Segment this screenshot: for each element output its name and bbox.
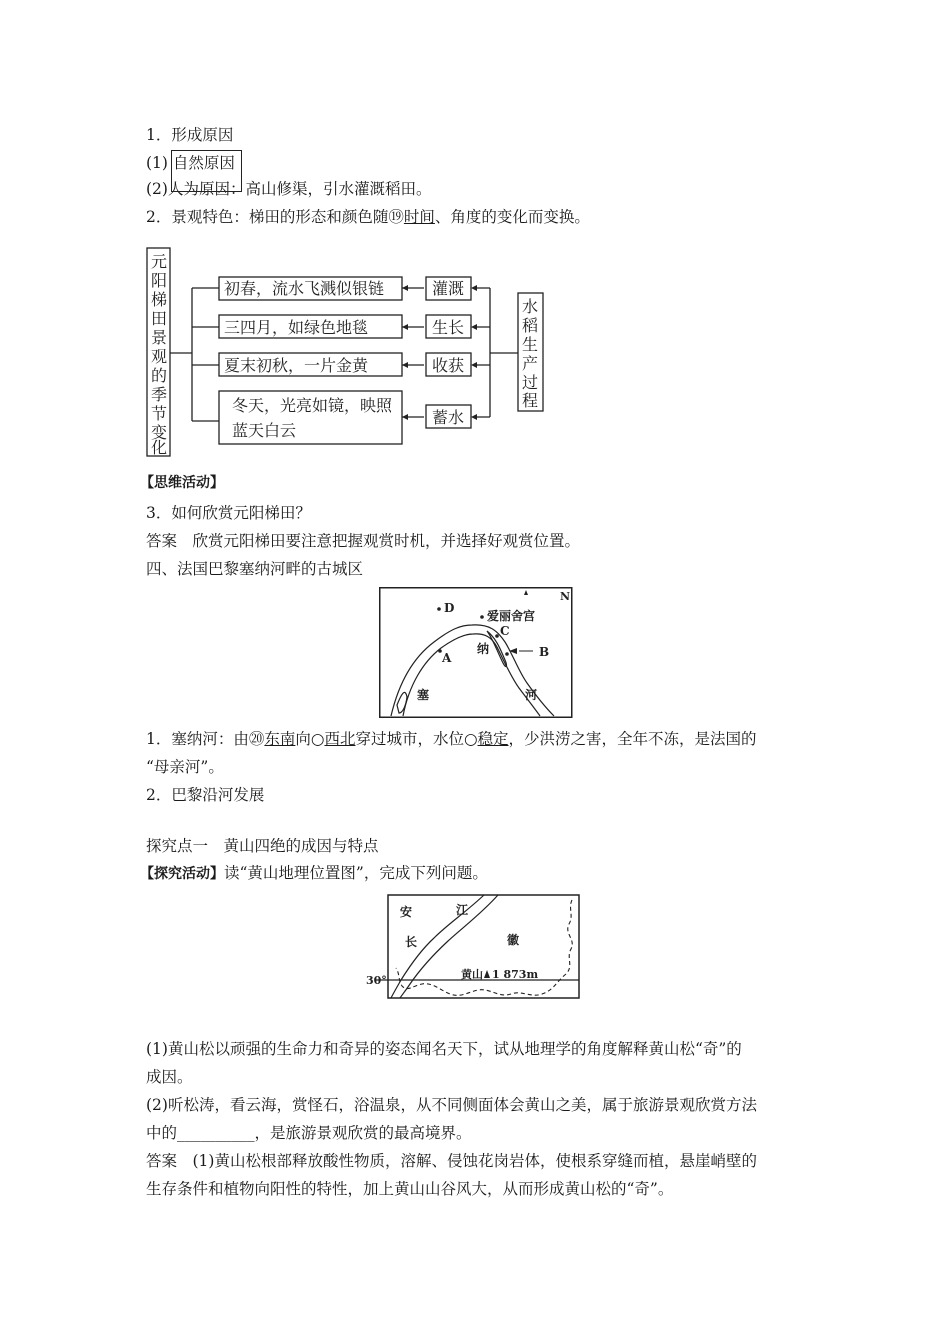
map-label-na: 纳 xyxy=(477,642,490,656)
left-title-char: 景 xyxy=(150,328,168,347)
right-title-char: 水 xyxy=(521,297,539,316)
seine-text-c: 穿过城市，水位 xyxy=(355,730,464,748)
section-four-title: 四、法国巴黎塞纳河畔的古城区 xyxy=(146,560,364,578)
underlined-southeast: 东南 xyxy=(264,730,296,748)
left-title-char: 的 xyxy=(150,366,168,385)
underlined-stable: 稳定 xyxy=(477,730,509,748)
scene-winter-line1: 冬天，光亮如镜，映照 xyxy=(232,396,393,415)
seine-text-b: 向 xyxy=(295,730,311,748)
map-label-an: 安 xyxy=(400,905,413,919)
map-label-a: A xyxy=(442,651,452,665)
question-2-line1: (2)听松涛，看云海，赏怪石，浴温泉，从不同侧面体会黄山之美，属于旅游景观欣赏方法 xyxy=(146,1096,757,1114)
left-title-char: 梯 xyxy=(150,290,168,309)
human-cause-label: 人为原因 xyxy=(167,180,230,198)
right-title-char: 生 xyxy=(521,335,539,354)
question-2-pre: 中的 xyxy=(146,1124,178,1142)
explore-activity-line xyxy=(140,862,488,885)
answer-1-line1: 答案 (1)黄山松根部释放酸性物质，溶解、侵蚀花岗岩体，使根系穿缝而植，悬崖峭壁的 xyxy=(146,1152,757,1170)
north-label: N xyxy=(560,590,571,603)
elevation-label: 1 873m xyxy=(492,968,539,981)
answer-3: 答案 欣赏元阳梯田要注意把握观赏时机，并选择好观赏位置。 xyxy=(146,532,581,550)
stage-irrigation: 灌溉 xyxy=(431,279,465,298)
left-title-char: 元 xyxy=(150,252,168,271)
stage-harvest: 收获 xyxy=(431,356,465,375)
seine-paragraph-line2: “母亲河”。 xyxy=(146,758,224,776)
heading-formation-cause: 1．形成原因 xyxy=(146,126,234,144)
scene-late-summer: 夏末初秋，一片金黄 xyxy=(224,356,369,375)
question-1-line1: (1)黄山松以顽强的生命力和奇异的姿态闻名天下，试从地理学的角度解释黄山松“奇”的 xyxy=(146,1040,742,1058)
answer-1-line2: 生存条件和植物向阳性的特性，加上黄山山谷风大，从而形成黄山松的“奇”。 xyxy=(146,1180,674,1198)
left-title-char: 阳 xyxy=(150,271,168,290)
underlined-time: 时间 xyxy=(403,208,435,226)
answer-blank: __________ xyxy=(177,1124,255,1142)
stage-growth: 生长 xyxy=(431,318,465,337)
left-title-char: 田 xyxy=(150,309,168,328)
left-title-char: 节 xyxy=(150,404,168,423)
scene-early-spring: 初春，流水飞溅似银链 xyxy=(224,279,385,298)
scene-winter-line2: 蓝天白云 xyxy=(232,421,297,440)
question-2-post: ，是旅游景观欣赏的最高境界。 xyxy=(254,1124,472,1142)
circled-number-19: ⑲ xyxy=(388,208,404,226)
map-label-sai: 塞 xyxy=(417,688,430,702)
seine-river-map xyxy=(379,587,573,719)
seine-paragraph-line1 xyxy=(146,728,757,750)
map-label-d: D xyxy=(444,601,455,615)
huangshan-location-map xyxy=(366,894,582,1000)
map-label-b: B xyxy=(539,645,550,659)
item-number: (2) xyxy=(146,180,168,198)
natural-cause-label: 自然原因 xyxy=(172,154,235,172)
right-title-char: 产 xyxy=(521,354,539,373)
item-number: (1) xyxy=(146,154,168,172)
left-title-char: 变 xyxy=(150,423,168,442)
feature-text-b: 、角度的变化而变换。 xyxy=(434,208,590,226)
highlight-box xyxy=(171,150,242,192)
feature-text-a: 2．景观特色：梯田的形态和颜色随 xyxy=(146,208,389,226)
blank-circle-marker: ○ xyxy=(310,730,325,748)
scene-march-april: 三四月，如绿色地毯 xyxy=(224,318,369,337)
seine-text-d: ，少洪涝之害，全年不冻，是法国的 xyxy=(508,730,757,748)
circled-number-20: ⑳ xyxy=(248,730,265,748)
map-label-he: 河 xyxy=(525,688,538,702)
left-title-char: 化 xyxy=(150,438,168,457)
right-title-char: 程 xyxy=(521,391,539,410)
human-cause-text: ：高山修渠，引水灌溉稻田。 xyxy=(229,180,432,198)
thinking-activity-heading: 【思维活动】 xyxy=(140,475,224,491)
map-label-hui: 徽 xyxy=(507,933,520,947)
blank-circle-marker: ○ xyxy=(463,730,478,748)
underlined-northwest: 西北 xyxy=(324,730,356,748)
explore-activity-text: 读“黄山地理位置图”，完成下列问题。 xyxy=(224,864,488,882)
left-title-char: 观 xyxy=(150,347,168,366)
explore-point-title: 探究点一 黄山四绝的成因与特点 xyxy=(146,837,379,855)
question-1-line2: 成因。 xyxy=(146,1068,193,1086)
map-label-c: C xyxy=(500,624,510,638)
explore-activity-label: 【探究活动】 xyxy=(140,866,224,882)
question-2-line2 xyxy=(146,1122,472,1144)
stage-storage: 蓄水 xyxy=(431,408,465,427)
paris-along-river: 2．巴黎沿河发展 xyxy=(146,786,265,804)
question-3: 3．如何欣赏元阳梯田？ xyxy=(146,504,311,522)
terrace-season-diagram xyxy=(140,236,560,462)
mountain-label: 黄山 xyxy=(461,968,483,981)
latitude-label: 30° xyxy=(366,974,387,987)
map-label-palace: 爱丽舍宫 xyxy=(487,609,536,623)
map-label-jiang: 江 xyxy=(456,903,469,917)
map-label-chang: 长 xyxy=(405,935,418,949)
seine-text-a: 1．塞纳河：由 xyxy=(146,730,249,748)
landscape-feature-line xyxy=(146,206,590,228)
left-title-char: 季 xyxy=(150,385,168,404)
right-title-char: 稻 xyxy=(521,316,539,335)
right-title-char: 过 xyxy=(521,373,539,392)
